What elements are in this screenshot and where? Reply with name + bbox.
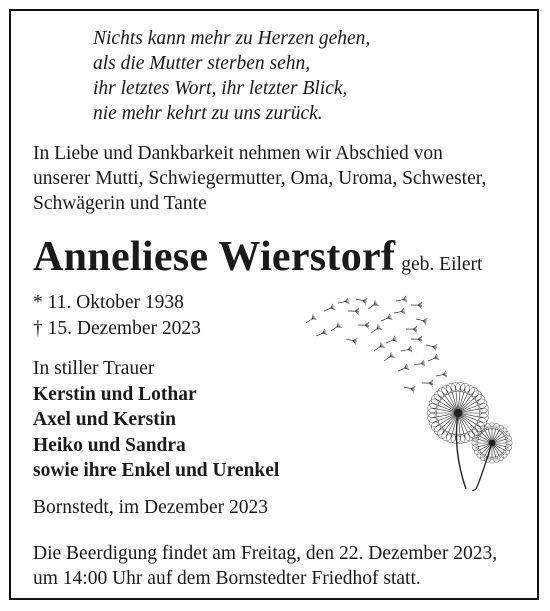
death-date: † 15. Dezember 2023 [33,318,201,339]
mourning-heading: In stiller Trauer [33,358,155,379]
poem [93,26,370,126]
mourner-name: Heiko und Sandra [33,434,186,456]
birth-date: * 11. Oktober 1938 [33,292,184,313]
dandelion-illustration-icon [286,281,526,491]
funeral-line: Die Beerdigung findet am Freitag, den 22. Dezember 2023, [33,543,498,564]
mourner-name: Axel und Kerstin [33,409,177,430]
life-dates [33,290,201,342]
intro-text [33,141,528,216]
born-name: geb. Eilert [401,254,483,275]
poem-line: nie mehr kehrt zu uns zurück. [93,103,323,124]
deceased-name: Anneliese Wierstorf [33,234,396,280]
poem-line: als die Mutter sterben sehn, [93,53,311,74]
mourners-block [33,356,279,484]
obituary-frame [9,9,539,600]
intro-line: Schwägerin und Tante [33,193,207,214]
intro-line: unserer Mutti, Schwiegermutter, Oma, Uroma, Schwester, [33,168,487,189]
place-date: Bornstedt, im Dezember 2023 [33,497,269,518]
intro-line: In Liebe und Dankbarkeit nehmen wir Abschied von [33,143,443,164]
mourner-name: sowie ihre Enkel und Urenkel [33,460,280,481]
funeral-line: um 14:00 Uhr auf dem Bornstedter Friedhof statt. [33,568,421,589]
mourner-name: Kerstin und Lothar [33,383,197,405]
deceased-name-row [33,233,482,281]
funeral-info [33,541,497,591]
poem-line: Nichts kann mehr zu Herzen gehen, [93,28,371,49]
poem-line: ihr letztes Wort, ihr letzter Blick, [93,78,348,99]
